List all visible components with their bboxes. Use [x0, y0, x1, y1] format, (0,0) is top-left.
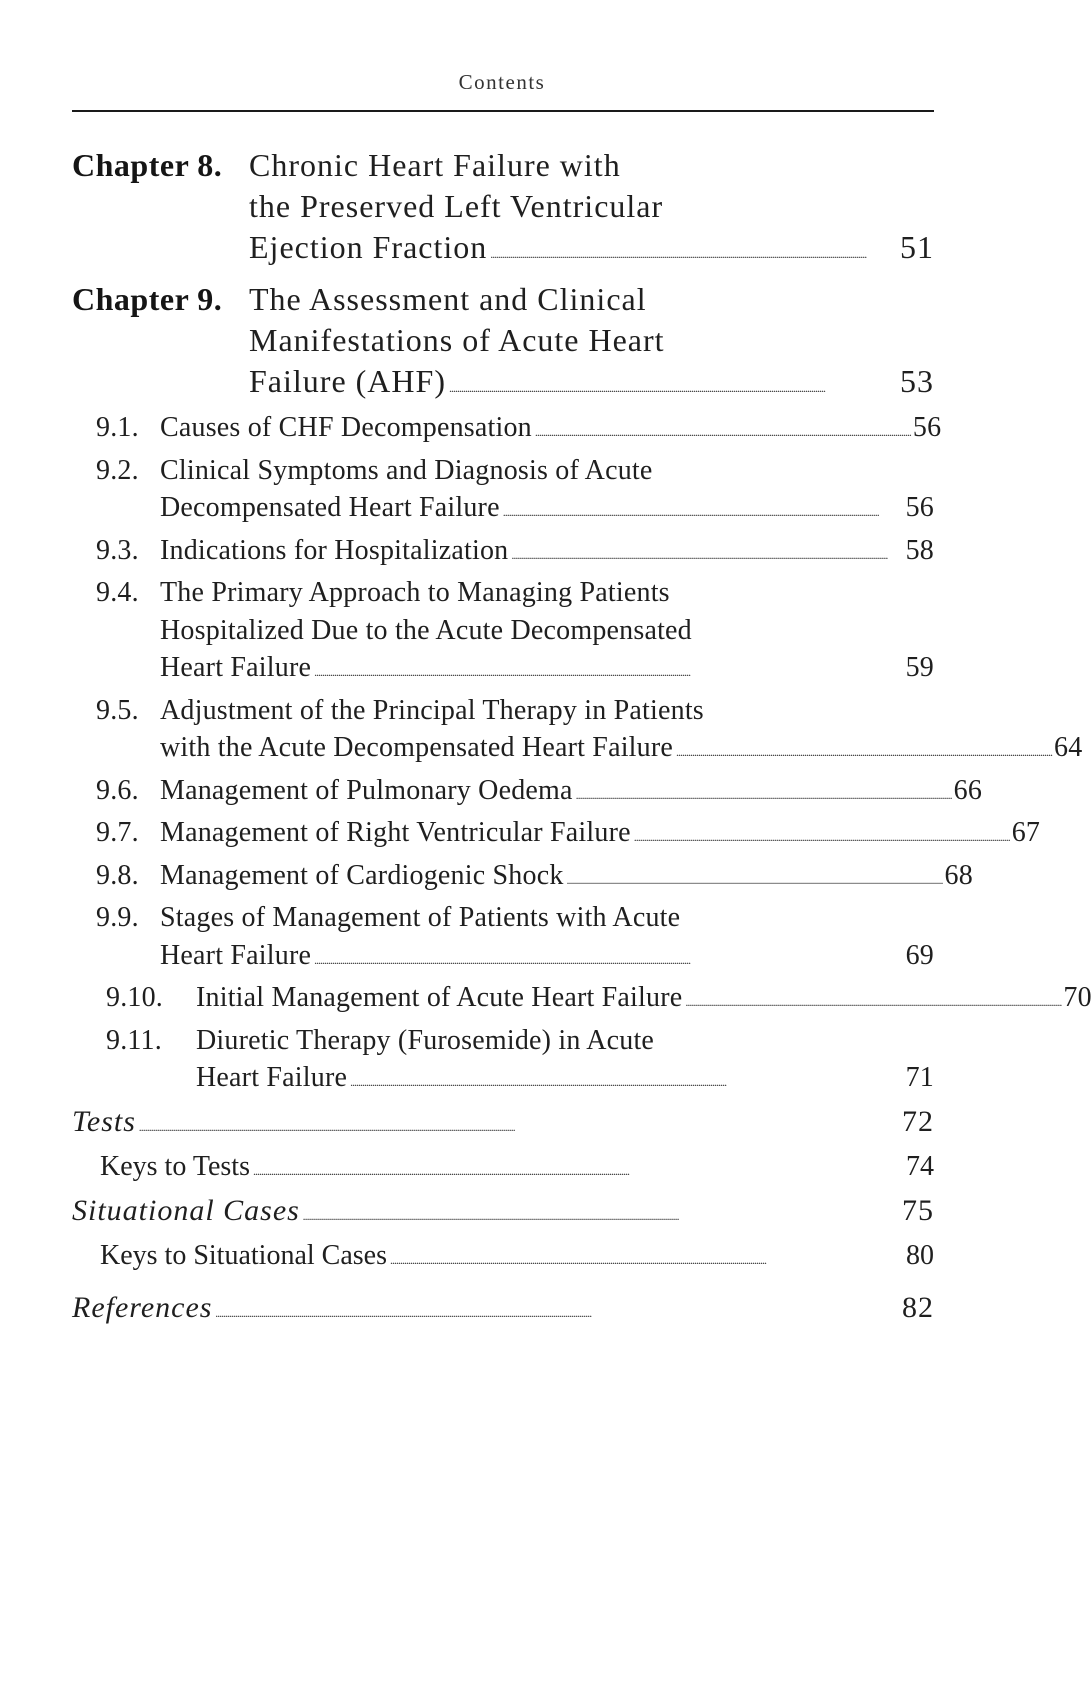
- dot-leader: [676, 734, 1051, 772]
- dot-leader: [449, 368, 897, 409]
- toc-section-9-10[interactable]: [72, 979, 1092, 1022]
- toc-tests[interactable]: [72, 1102, 934, 1147]
- chapter-title-line: The Assessment and Clinical: [249, 281, 647, 317]
- page-number: 75: [902, 1193, 934, 1227]
- dot-leader: [503, 494, 903, 532]
- section-number: 9.10.: [106, 982, 163, 1013]
- section-number: 9.1.: [96, 412, 139, 443]
- chapter-title-line: Manifestations of Acute Heart: [249, 322, 665, 358]
- section-number: 9.6.: [96, 774, 139, 806]
- header-rule: [72, 110, 934, 112]
- page-number: 69: [905, 939, 934, 971]
- entry-title: Tests: [72, 1104, 136, 1138]
- table-of-contents: [72, 145, 1092, 1333]
- section-title: Indications for Hospitalization: [160, 534, 509, 566]
- section-title: Management of Pulmonary Oedema: [160, 774, 573, 806]
- dot-leader: [576, 777, 951, 815]
- running-head: Contents: [458, 70, 546, 94]
- page-number: 59: [905, 652, 934, 683]
- section-title: Heart Failure: [160, 939, 312, 971]
- toc-keys-to-situational-cases[interactable]: [72, 1236, 934, 1280]
- toc-section-9-1[interactable]: [72, 409, 942, 452]
- toc-keys-to-tests[interactable]: [72, 1147, 934, 1191]
- section-number: 9.3.: [96, 534, 139, 566]
- toc-section-9-9[interactable]: [72, 899, 934, 979]
- toc-section-9-11[interactable]: [72, 1022, 934, 1102]
- section-title: Management of Right Ventricular Failure: [160, 817, 631, 848]
- section-title: Heart Failure: [196, 1062, 348, 1093]
- page-number: 56: [905, 492, 934, 523]
- section-number: 9.5.: [96, 694, 139, 726]
- section-title: Causes of CHF Decompensation: [160, 412, 532, 443]
- section-title: The Primary Approach to Managing Patients: [160, 577, 670, 608]
- toc-section-9-3[interactable]: [72, 532, 934, 575]
- section-title: Hospitalized Due to the Acute Decompensated: [160, 614, 692, 646]
- dot-leader: [511, 537, 902, 575]
- dot-leader: [253, 1151, 903, 1191]
- section-number: 9.4.: [96, 577, 139, 608]
- dot-leader: [567, 862, 942, 900]
- dot-leader: [215, 1293, 899, 1333]
- chapter-label: Chapter 8.: [72, 147, 223, 183]
- section-number: 9.8.: [96, 859, 139, 891]
- dot-leader: [535, 414, 910, 452]
- toc-chapter-8[interactable]: [72, 145, 934, 275]
- page-number: 66: [953, 774, 983, 806]
- page-number: 70: [1063, 982, 1092, 1013]
- chapter-title-line: Failure (AHF): [249, 363, 446, 399]
- toc-section-9-8[interactable]: [72, 857, 973, 900]
- section-title: Heart Failure: [160, 652, 312, 683]
- toc-section-9-6[interactable]: [72, 772, 983, 815]
- chapter-title-line: Chronic Heart Failure with: [249, 147, 621, 183]
- section-number: 9.9.: [96, 902, 139, 933]
- page-number: 74: [906, 1150, 934, 1182]
- page-number: 72: [902, 1104, 934, 1138]
- dot-leader: [634, 819, 1009, 857]
- section-title: Clinical Symptoms and Diagnosis of Acute: [160, 454, 653, 486]
- section-number: 9.2.: [96, 454, 139, 486]
- dot-leader: [314, 654, 903, 692]
- page-number: 64: [1054, 732, 1083, 763]
- section-title: Stages of Management of Patients with Acute: [160, 902, 681, 933]
- dot-leader: [139, 1107, 899, 1147]
- toc-situational-cases[interactable]: [72, 1191, 934, 1236]
- page-number: 71: [905, 1062, 934, 1093]
- page-number: 68: [944, 859, 973, 891]
- section-title: Diuretic Therapy (Furosemide) in Acute: [196, 1024, 655, 1056]
- dot-leader: [685, 984, 1060, 1022]
- dot-leader: [303, 1196, 899, 1236]
- page-number: 67: [1011, 817, 1041, 848]
- dot-leader: [350, 1064, 903, 1102]
- section-title: with the Acute Decompensated Heart Failure: [160, 732, 674, 763]
- dot-leader: [390, 1240, 903, 1280]
- entry-title: Keys to Tests: [100, 1150, 250, 1182]
- toc-section-9-7[interactable]: [72, 814, 1041, 857]
- page-number: 80: [906, 1239, 934, 1271]
- section-title: Adjustment of the Principal Therapy in Patients: [160, 694, 704, 726]
- section-title: Decompensated Heart Failure: [160, 492, 500, 523]
- section-title: Management of Cardiogenic Shock: [160, 859, 564, 891]
- section-title: Initial Management of Acute Heart Failure: [196, 982, 683, 1013]
- entry-title: Situational Cases: [72, 1193, 300, 1227]
- chapter-label: Chapter 9.: [72, 281, 223, 317]
- page-number: 82: [902, 1290, 934, 1324]
- entry-title: References: [72, 1290, 213, 1324]
- toc-section-9-5[interactable]: [72, 692, 1083, 772]
- toc-chapter-9[interactable]: [72, 279, 934, 409]
- entry-title: Keys to Situational Cases: [100, 1239, 387, 1271]
- toc-section-9-4[interactable]: [72, 574, 934, 692]
- page-number: 51: [900, 229, 934, 265]
- page-number: 53: [900, 363, 934, 399]
- toc-references[interactable]: [72, 1288, 934, 1333]
- page-number: 56: [912, 412, 942, 443]
- dot-leader: [314, 942, 903, 980]
- section-number: 9.7.: [96, 817, 139, 848]
- dot-leader: [490, 234, 897, 275]
- toc-section-9-2[interactable]: [72, 452, 934, 532]
- chapter-title-line: Ejection Fraction: [249, 229, 488, 265]
- section-number: 9.11.: [106, 1024, 162, 1056]
- chapter-title-line: the Preserved Left Ventricular: [249, 188, 664, 224]
- page-number: 58: [905, 534, 934, 566]
